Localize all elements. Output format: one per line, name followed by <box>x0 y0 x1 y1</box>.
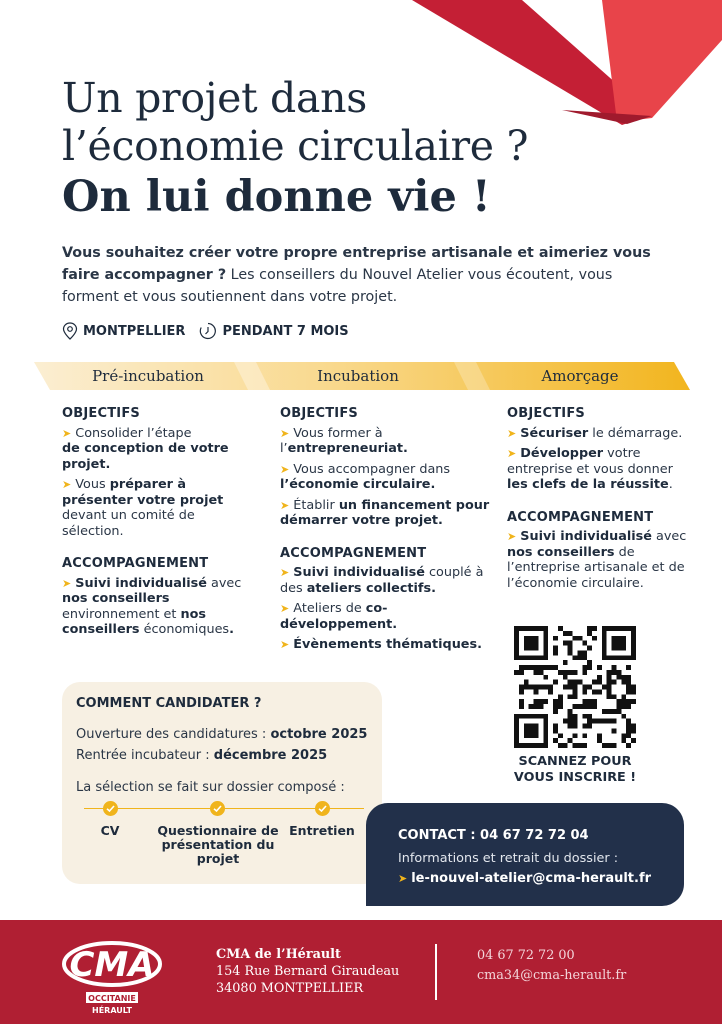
arrow-icon: ➤ <box>62 426 72 440</box>
support-item <box>280 637 492 653</box>
objective-bold: Développer <box>520 446 604 461</box>
column-amorcage <box>507 406 691 596</box>
svg-text:HÉRAULT: HÉRAULT <box>92 1006 132 1015</box>
check-icon <box>210 801 225 816</box>
footer-phone[interactable]: 04 67 72 72 00 <box>477 948 575 963</box>
objective-bold: préparer à présenter votre projet <box>62 477 224 508</box>
objective-text: Vous accompagner dans <box>293 461 451 477</box>
phase-amorcage: Amorçage <box>541 367 619 385</box>
hero-title <box>62 74 662 224</box>
objective-item <box>280 498 492 529</box>
footer-divider <box>435 944 437 1000</box>
support-heading: ACCOMPAGNEMENT <box>62 556 209 571</box>
arrow-icon: ➤ <box>280 498 290 512</box>
objective-text: Vous <box>75 477 110 492</box>
support-bold: nos conseillers <box>62 606 207 637</box>
arrow-icon: ➤ <box>280 426 290 440</box>
selection-text: La sélection se fait sur dossier composé : <box>76 780 345 795</box>
arrow-icon: ➤ <box>62 576 72 590</box>
opening-label: Ouverture des candidatures : <box>76 727 271 742</box>
duration-item <box>199 322 348 340</box>
column-pre-incubation <box>62 406 242 643</box>
support-item <box>62 576 242 638</box>
objective-text: . <box>668 477 673 492</box>
support-bold: co-développement. <box>280 601 398 632</box>
clock-icon <box>199 322 217 340</box>
footer-org: CMA de l’Hérault <box>216 947 341 962</box>
check-icon <box>315 801 330 816</box>
support-text: environnement et <box>62 606 181 622</box>
objective-bold: de conception de votre projet. <box>62 441 229 472</box>
footer-email[interactable]: cma34@cma-herault.fr <box>477 968 627 983</box>
objective-bold: un financement pour démarrer votre projet. <box>280 497 490 528</box>
opening-value: octobre 2025 <box>270 727 368 742</box>
location-label: MONTPELLIER <box>83 323 186 339</box>
cma-logo <box>60 928 164 1016</box>
qr-caption: SCANNEZ POUR VOUS INSCRIRE ! <box>513 754 637 785</box>
objective-item <box>280 426 492 457</box>
support-item <box>280 565 492 596</box>
objective-text: le démarrage. <box>588 425 683 441</box>
support-bold: nos conseillers <box>507 544 615 560</box>
arrow-icon: ➤ <box>280 566 290 579</box>
objective-bold: Sécuriser <box>520 425 589 441</box>
support-bold: Suivi individualisé <box>520 529 652 544</box>
objectives-heading: OBJECTIFS <box>280 406 358 421</box>
step-interview: Entretien <box>289 823 355 838</box>
hero-line-1: Un projet dans <box>62 74 367 122</box>
step-cv: CV <box>100 823 120 838</box>
arrow-icon: ➤ <box>398 872 408 885</box>
support-bold: Suivi individualisé <box>75 575 207 591</box>
contact-email-link[interactable] <box>398 871 651 886</box>
objective-bold: l’économie circulaire. <box>280 477 436 492</box>
intro-bold: Vous souhaitez créer votre propre entreprise artisanale et aimeriez vous faire accompagner ? <box>62 245 651 283</box>
contact-box <box>366 803 684 906</box>
start-label: Rentrée incubateur : <box>76 748 214 763</box>
support-text: couplé à des <box>280 565 484 596</box>
svg-text:OCCITANIE: OCCITANIE <box>88 994 136 1003</box>
objective-text: Consolider l’étape <box>75 425 192 441</box>
support-text: économiques <box>139 622 230 637</box>
support-item <box>507 529 691 591</box>
support-bold: Suivi individualisé <box>293 565 425 580</box>
hero-line-3: On lui donne vie ! <box>62 172 491 222</box>
intro-rest: Les conseillers du Nouvel Atelier vous écoutent, vous forment et vous soutiennent dans votre projet. <box>62 267 613 305</box>
objective-text: devant un comité de sélection. <box>62 508 195 539</box>
support-bold: ateliers collectifs. <box>306 580 436 596</box>
arrow-icon: ➤ <box>280 462 290 476</box>
svg-text:CMA: CMA <box>69 945 155 985</box>
footer <box>0 920 722 1024</box>
footer-city: 34080 MONTPELLIER <box>216 981 364 996</box>
footer-street: 154 Rue Bernard Giraudeau <box>216 964 400 979</box>
contact-info: Informations et retrait du dossier : <box>398 851 619 866</box>
contact-phone[interactable]: CONTACT : 04 67 72 72 04 <box>398 828 589 843</box>
objective-item <box>62 426 242 473</box>
arrow-icon: ➤ <box>62 478 72 491</box>
start-value: décembre 2025 <box>213 748 328 763</box>
apply-title: COMMENT CANDIDATER ? <box>76 696 262 711</box>
footer-address <box>216 946 399 997</box>
objective-item <box>507 426 691 442</box>
objective-bold: les clefs de la réussite <box>507 477 669 492</box>
support-text: avec <box>206 575 242 591</box>
objective-text: votre entreprise et vous donner <box>507 446 673 477</box>
column-incubation <box>280 406 492 658</box>
objective-item <box>280 462 492 493</box>
step-questionnaire: Questionnaire de présentation du projet <box>157 823 279 866</box>
objective-item <box>62 477 242 539</box>
apply-dates <box>76 724 367 766</box>
objectives-heading: OBJECTIFS <box>507 406 585 421</box>
location-pin-icon <box>62 322 78 340</box>
objective-item <box>507 446 691 493</box>
hero-line-2: l’économie circulaire ? <box>62 122 529 170</box>
arrow-icon: ➤ <box>507 426 517 440</box>
support-heading: ACCOMPAGNEMENT <box>280 545 427 561</box>
arrow-icon: ➤ <box>507 530 517 543</box>
arrow-icon: ➤ <box>280 638 290 651</box>
intro-paragraph <box>62 242 658 308</box>
support-bold: nos conseillers <box>62 591 170 606</box>
footer-contact <box>477 946 626 986</box>
how-to-apply-box <box>62 682 382 884</box>
objective-bold: entrepreneuriat. <box>287 441 408 456</box>
objectives-heading: OBJECTIFS <box>62 406 140 421</box>
duration-label: PENDANT 7 MOIS <box>222 323 349 339</box>
contact-email[interactable]: le-nouvel-atelier@cma-herault.fr <box>411 871 652 886</box>
check-icon <box>103 801 118 816</box>
location-item <box>62 322 185 340</box>
phase-incubation: Incubation <box>317 367 399 385</box>
program-meta <box>62 322 363 340</box>
arrow-icon: ➤ <box>507 447 517 460</box>
objective-text: Vous former à l’ <box>280 425 383 456</box>
support-heading: ACCOMPAGNEMENT <box>507 509 654 525</box>
support-bold: Évènements thématiques. <box>293 637 482 652</box>
qr-code-icon[interactable] <box>514 626 636 748</box>
objective-text: Établir <box>293 497 339 513</box>
support-item <box>280 601 492 632</box>
support-text: avec <box>651 529 687 544</box>
support-text: Ateliers de <box>293 601 366 616</box>
arrow-icon: ➤ <box>280 602 290 615</box>
phase-pre-incubation: Pré-incubation <box>92 367 204 385</box>
support-text: de l’entreprise artisanale et de l’économie circulaire. <box>507 544 685 591</box>
support-bold: . <box>229 622 234 637</box>
